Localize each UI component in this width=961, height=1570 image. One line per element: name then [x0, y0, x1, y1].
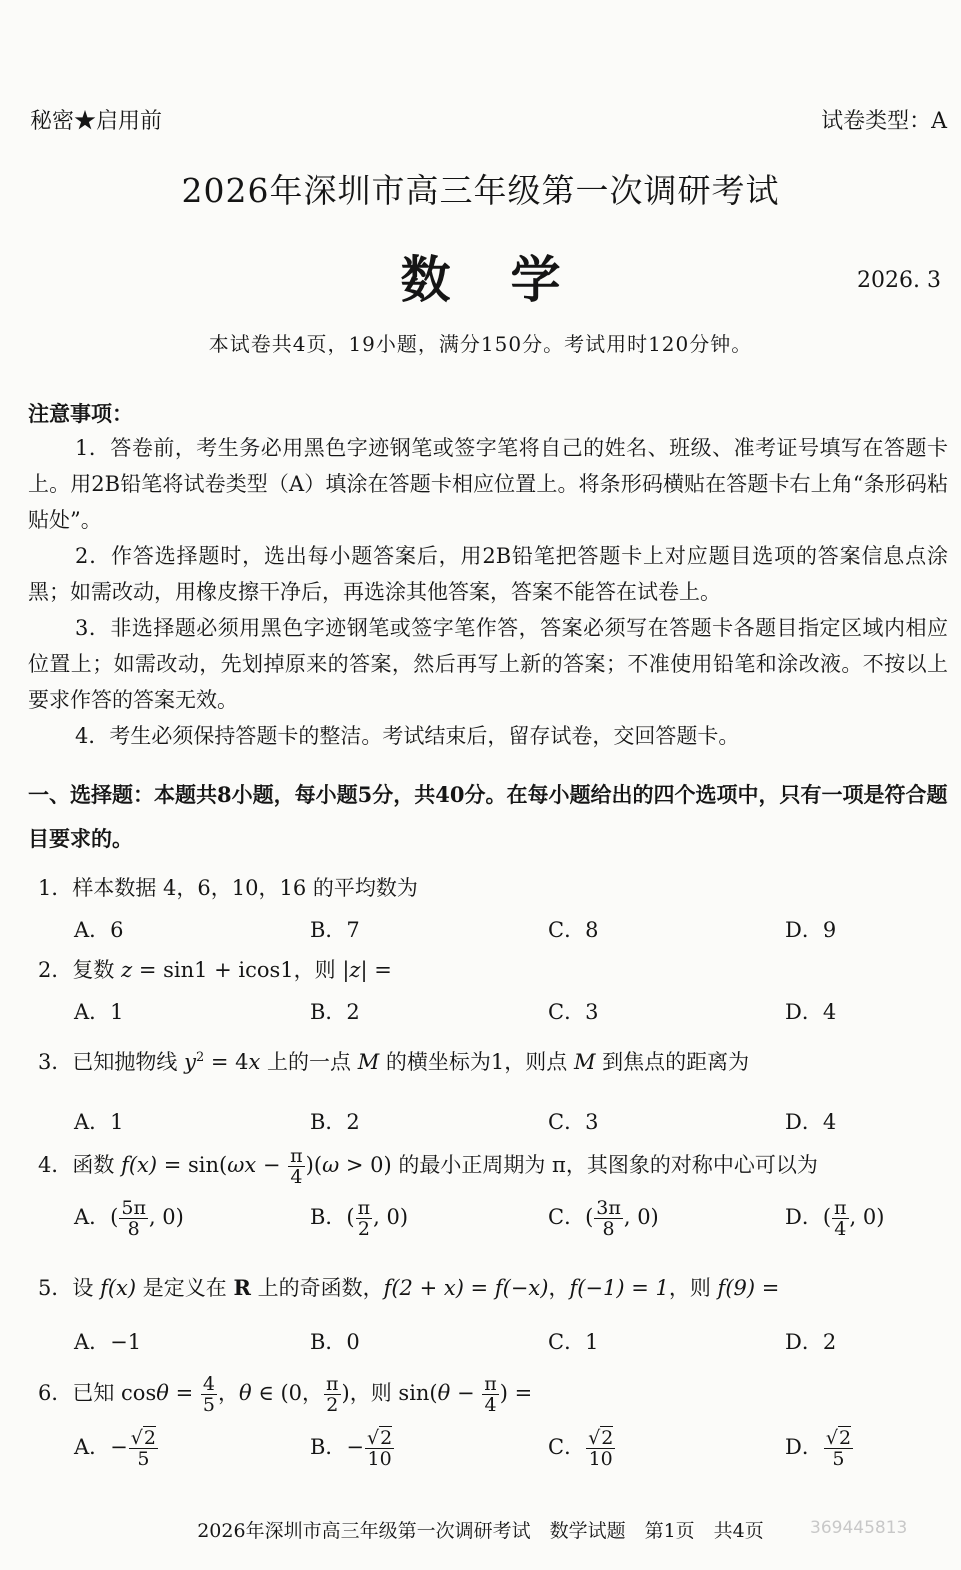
q4-option-a: A．( $\frac{5\pi}{8}$ , 0)	[74, 1197, 184, 1240]
q6-option-a: A．− $\frac{√2}{5}$	[74, 1427, 156, 1470]
q2-option-a: A．1	[74, 1000, 124, 1024]
q4-option-c: C．( $\frac{3\pi}{8}$ , 0)	[548, 1197, 659, 1240]
question-1-stem: 1．样本数据 4，6，10，16 的平均数为	[38, 876, 418, 900]
page-footer: 2026年深圳市高三年级第一次调研考试 数学试题 第1页 共4页	[197, 1520, 764, 1542]
notice-item-4: 4．考生必须保持答题卡的整洁。考试结束后，留存试卷，交回答题卡。	[75, 724, 740, 748]
exam-intro: 本试卷共4页，19小题，满分150分。考试用时120分钟。	[208, 332, 753, 356]
exam-title: 2026年深圳市高三年级第一次调研考试	[181, 171, 780, 210]
q6-option-b: B．− $\frac{√2}{10}$	[310, 1427, 393, 1470]
q5-option-d: D．2	[785, 1330, 837, 1354]
question-5-stem: 5．设 f(x) 是定义在 R 上的奇函数，f(2 + x) = f(−x)，f(−1) = 1，则 f(9) =	[38, 1275, 780, 1300]
q2-option-b: B．2	[310, 1000, 360, 1024]
notice-item-3: 3．非选择题必须用黑色字迹钢笔或签字笔作答，答案必须写在答题卡各题目指定区域内相应位置上；如需改动，先划掉原来的答案，然后再写上新的答案；不准使用铅笔和涂改液。不按以上要求作答的答案无效。	[28, 616, 948, 712]
q3-option-c: C．3	[548, 1110, 599, 1134]
notice-heading: 注意事项：	[28, 401, 133, 426]
q1-option-b: B．7	[310, 918, 360, 942]
q1-option-a: A．6	[74, 918, 124, 942]
q6-option-c: C． $\frac{√2}{10}$	[548, 1427, 614, 1470]
q5-option-c: C．1	[548, 1330, 599, 1354]
q6-option-d: D． $\frac{√2}{5}$	[785, 1427, 852, 1470]
q3-option-d: D．4	[785, 1110, 837, 1134]
q4-option-b: B．( $\frac{\pi}{2}$ , 0)	[310, 1197, 409, 1240]
question-3-stem: 3．已知抛物线 $y^2 = 4x$ 上的一点 M 的横坐标为1，则点 M 到焦点的距离为	[38, 1050, 750, 1074]
q2-option-c: C．3	[548, 1000, 599, 1024]
section-1-heading: 一、选择题：本题共8小题，每小题5分，共40分。在每小题给出的四个选项中，只有一项是符合题目要求的。	[28, 782, 948, 851]
q4-option-d: D．( $\frac{\pi}{4}$ , 0)	[785, 1197, 885, 1240]
q2-option-d: D．4	[785, 1000, 837, 1024]
question-4-stem: 4．函数 f(x) = sin(ωx − $\frac{\pi}{4}$ )(ω > 0) 的最小正周期为 π，其图象的对称中心可以为	[38, 1145, 818, 1188]
q3-option-b: B．2	[310, 1110, 360, 1134]
subject-title: 数学	[400, 250, 621, 309]
question-2-stem: 2．复数 z = sin1 + icos1，则 |z| =	[38, 958, 392, 982]
q5-option-a: A．−1	[74, 1330, 142, 1354]
q1-option-c: C．8	[548, 918, 599, 942]
q3-option-a: A．1	[74, 1110, 124, 1134]
exam-date: 2026. 3	[857, 268, 941, 293]
question-6-stem: 6．已知 cosθ = $\frac{4}{5}$ ，θ ∈ (0， $\frac{\pi}{2}$ )，则 sin(θ − $\frac{\pi}{4}$ ) =	[38, 1373, 533, 1416]
q1-option-d: D．9	[785, 918, 837, 942]
secret-label: 秘密★启用前	[30, 109, 163, 134]
watermark-id: 369445813	[810, 1518, 908, 1538]
notice-item-2: 2．作答选择题时，选出每小题答案后，用2B铅笔把答题卡上对应题目选项的答案信息点涂黑；如需改动，用橡皮擦干净后，再选涂其他答案，答案不能答在试卷上。	[28, 544, 948, 604]
q5-option-b: B．0	[310, 1330, 360, 1354]
paper-type-label: 试卷类型：A	[821, 109, 947, 134]
notice-item-1: 1．答卷前，考生务必用黑色字迹钢笔或签字笔将自己的姓名、班级、准考证号填写在答题卡上。用2B铅笔将试卷类型（A）填涂在答题卡相应位置上。将条形码横贴在答题卡右上角“条形码粘贴处”。	[28, 436, 948, 532]
